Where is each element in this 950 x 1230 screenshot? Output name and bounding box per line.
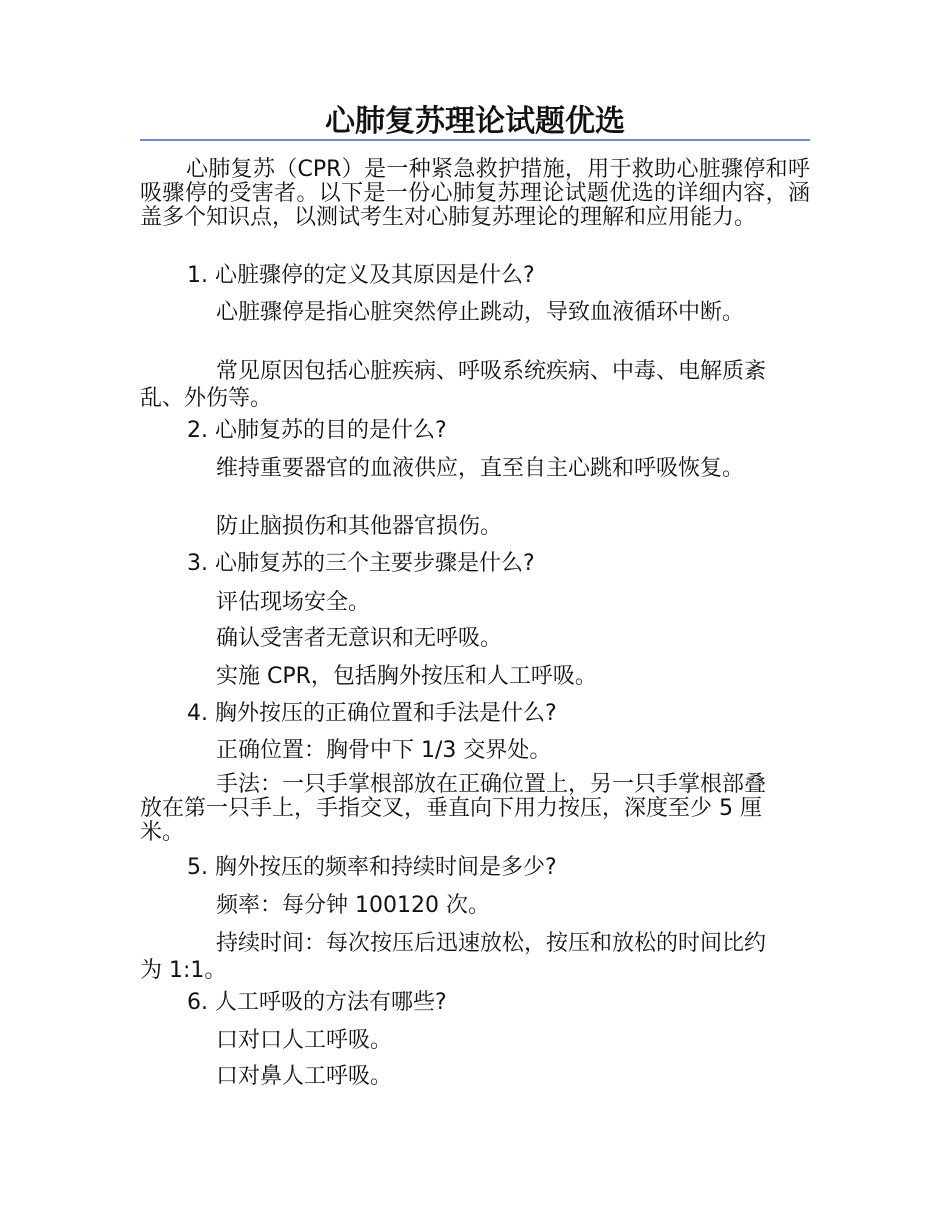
answer-1-2: 常见原因包括心脏疾病、呼吸系统疾病、中毒、电解质紊乱、外伤等。: [140, 359, 767, 411]
answer-2-2: 防止脑损伤和其他器官损伤。: [216, 514, 503, 539]
answer-3-3: 实施 CPR，包括胸外按压和人工呼吸。: [216, 664, 597, 689]
answer-2-1: 维持重要器官的血液供应，直至自主心跳和呼吸恢复。: [216, 456, 745, 481]
question-1: 1. 心脏骤停的定义及其原因是什么?: [187, 263, 535, 288]
answer-1-1: 心脏骤停是指心脏突然停止跳动，导致血液循环中断。: [216, 300, 745, 325]
document-title: 心肺复苏理论试题优选: [325, 104, 625, 139]
question-3: 3. 心肺复苏的三个主要步骤是什么?: [187, 551, 535, 576]
title-underline: [140, 139, 810, 141]
answer-4-2: 手法：一只手掌根部放在正确位置上，另一只手掌根部叠放在第一只手上，手指交叉，垂直向下用力按压，深度至少 5 厘米。: [140, 772, 767, 845]
answer-5-2: 持续时间：每次按压后迅速放松，按压和放松的时间比约为 1:1。: [140, 931, 767, 983]
question-2: 2. 心肺复苏的目的是什么?: [187, 418, 447, 443]
answer-4-1: 正确位置：胸骨中下 1/3 交界处。: [216, 738, 552, 763]
answer-6-1: 口对口人工呼吸。: [216, 1028, 393, 1053]
answer-6-2: 口对鼻人工呼吸。: [216, 1064, 393, 1089]
answer-5-1: 频率：每分钟 100120 次。: [216, 893, 490, 918]
question-6: 6. 人工呼吸的方法有哪些?: [187, 990, 447, 1015]
question-5: 5. 胸外按压的频率和持续时间是多少?: [187, 855, 557, 880]
answer-3-2: 确认受害者无意识和无呼吸。: [216, 626, 503, 651]
question-4: 4. 胸外按压的正确位置和手法是什么?: [187, 701, 557, 726]
intro-paragraph: 心肺复苏（CPR）是一种紧急救护措施，用于救助心脏骤停和呼吸骤停的受害者。以下是一份心肺复苏理论试题优选的详细内容，涵盖多个知识点，以测试考生对心肺复苏理论的理解和应用能力。: [140, 157, 810, 230]
answer-3-1: 评估现场安全。: [216, 590, 371, 615]
